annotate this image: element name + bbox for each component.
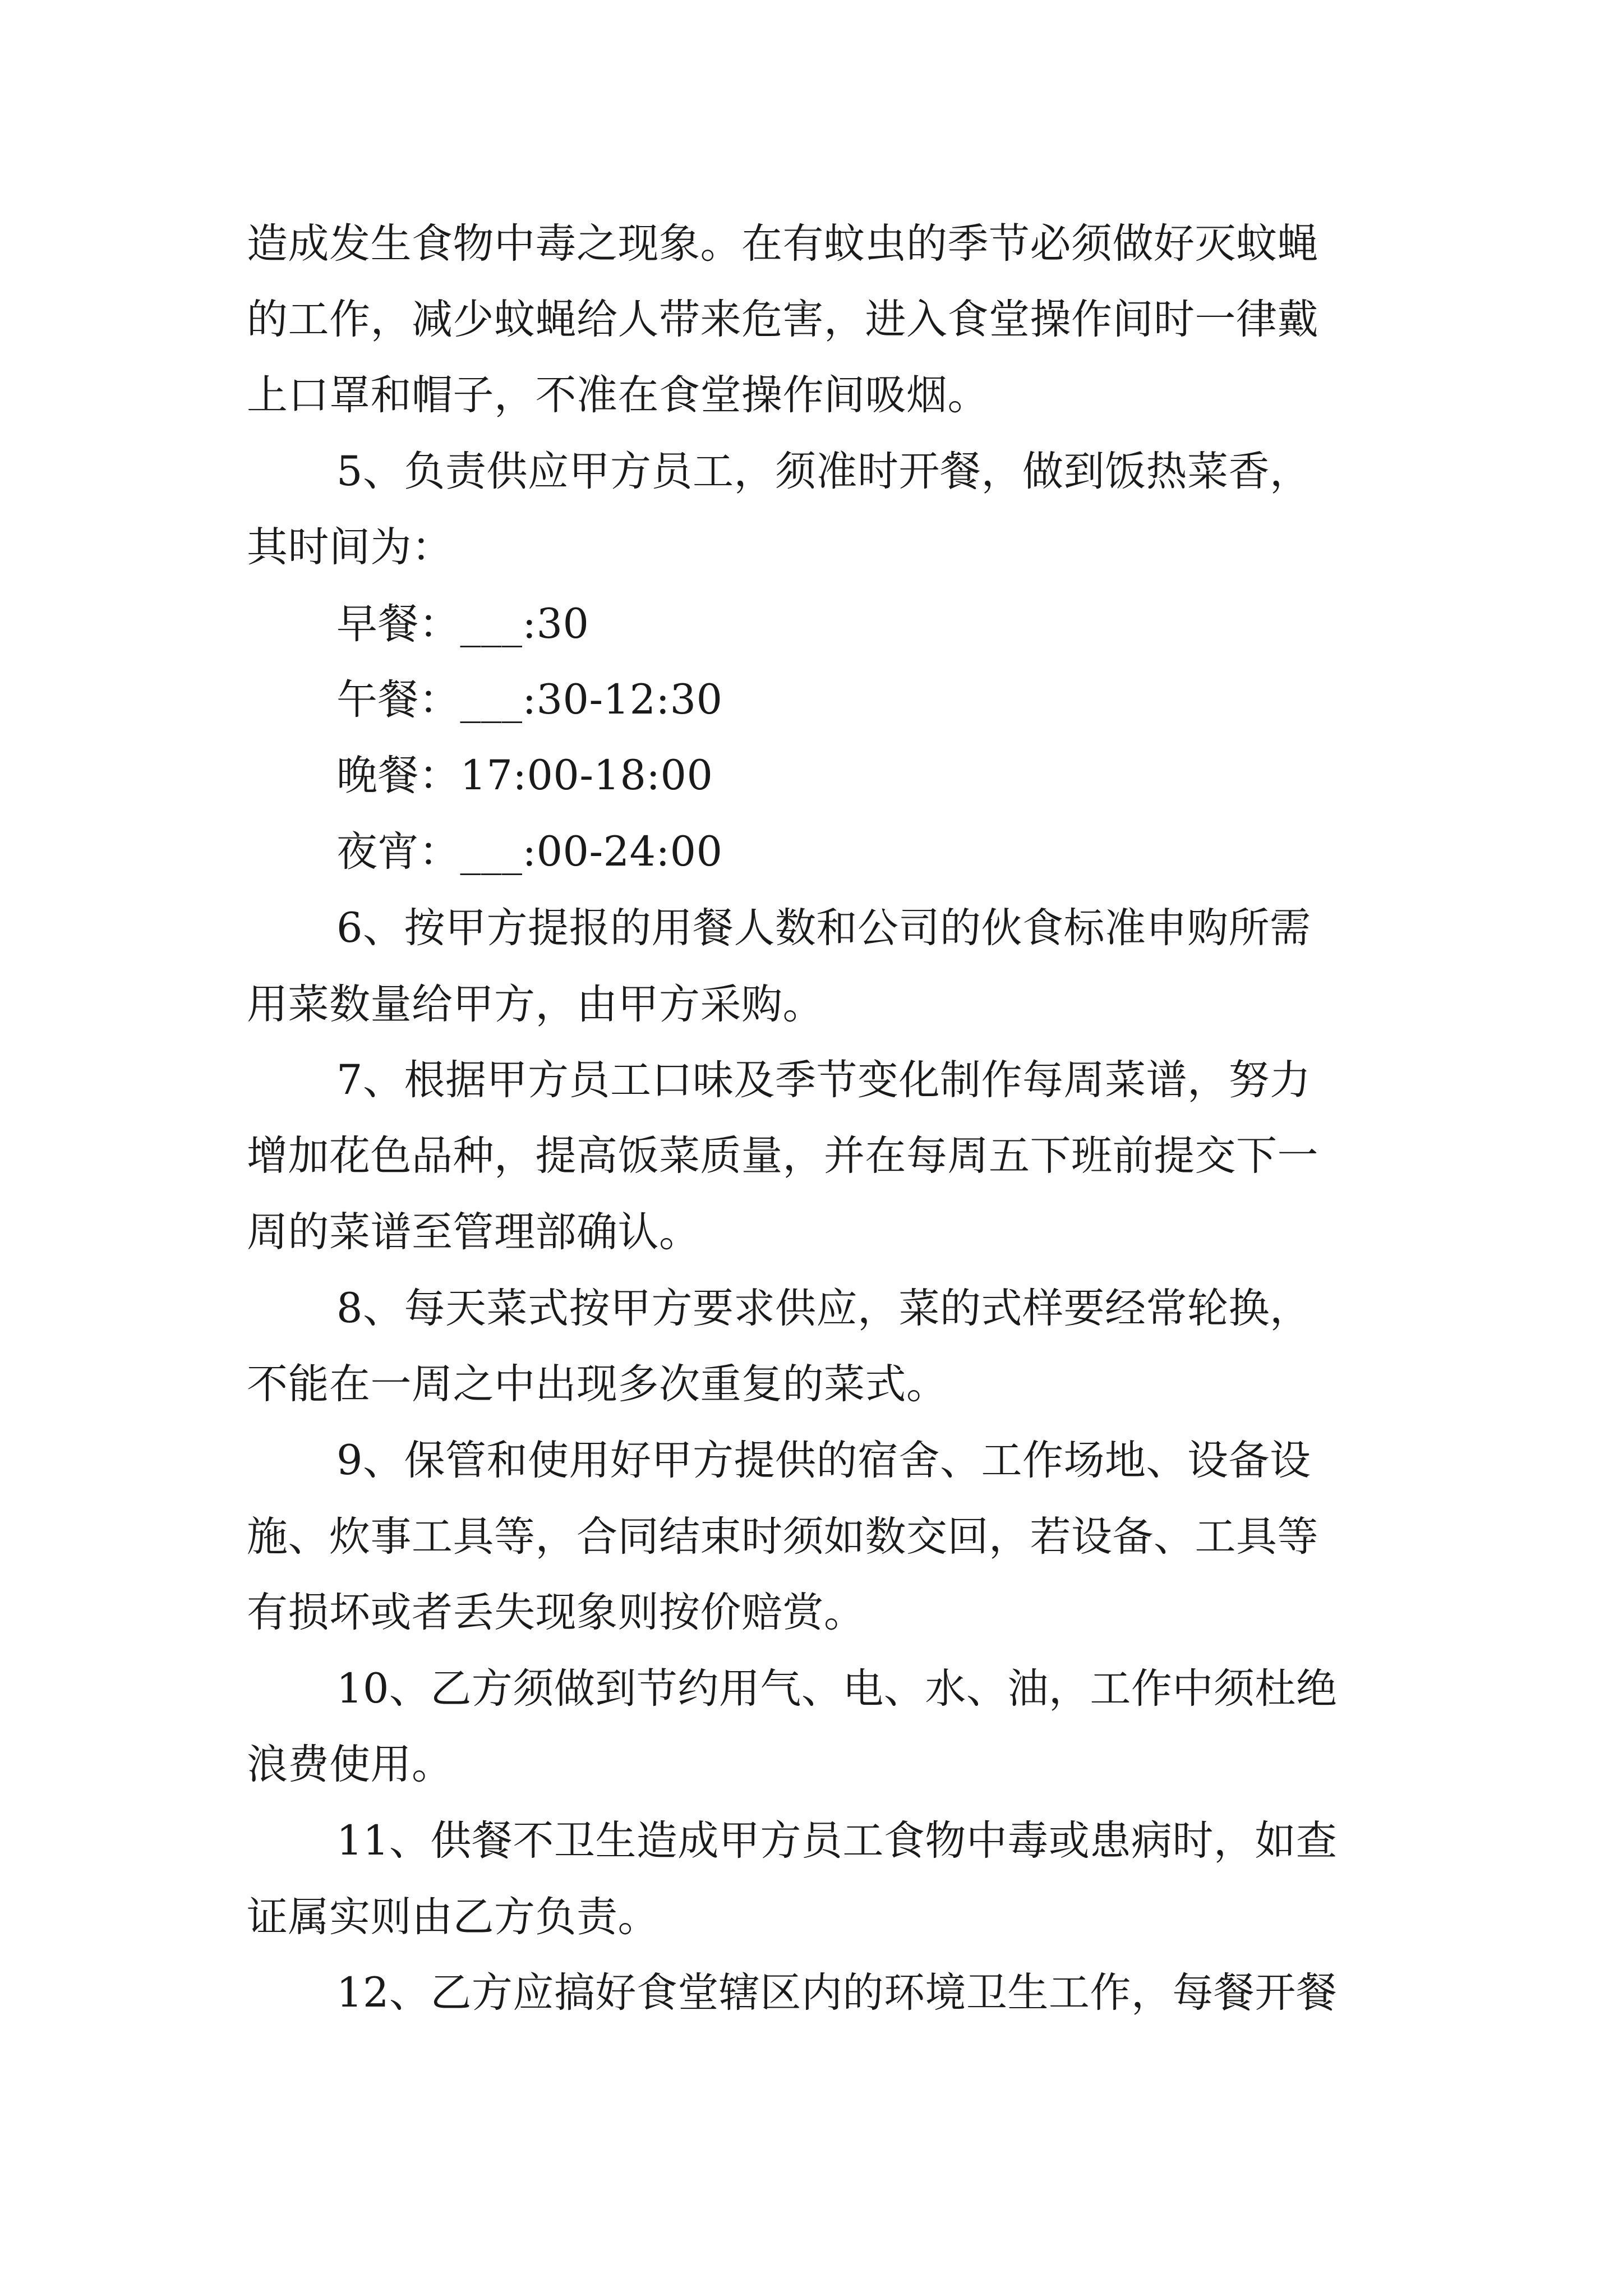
text-line: 浪费使用。 bbox=[247, 1741, 453, 1788]
schedule-dinner: 晚餐：17:00-18:00 bbox=[336, 752, 713, 799]
text-line: 增加花色品种，提高饭菜质量，并在每周五下班前提交下一 bbox=[247, 1132, 1318, 1180]
schedule-lunch: 午餐：___:30-12:30 bbox=[336, 676, 723, 724]
paragraph-start-line: 6、按甲方提报的用餐人数和公司的伙食标准申购所需 bbox=[336, 904, 1311, 952]
text-line: 用菜数量给甲方，由甲方采购。 bbox=[247, 981, 824, 1028]
text-line: 的工作，减少蚊蝇给人带来危害，进入食堂操作间时一律戴 bbox=[247, 296, 1318, 343]
paragraph-start-line: 7、根据甲方员工口味及季节变化制作每周菜谱，努力 bbox=[336, 1056, 1311, 1104]
paragraph-start-line: 12、乙方应搞好食堂辖区内的环境卫生工作，每餐开餐 bbox=[336, 1969, 1338, 2017]
text-line: 不能在一周之中出现多次重复的菜式。 bbox=[247, 1360, 948, 1408]
text-line: 施、炊事工具等，合同结束时须如数交回，若设备、工具等 bbox=[247, 1513, 1318, 1561]
paragraph-start-line: 10、乙方须做到节约用气、电、水、油，工作中须杜绝 bbox=[336, 1665, 1338, 1713]
text-line: 造成发生食物中毒之现象。在有蚊虫的季节必须做好灭蚊蝇 bbox=[247, 220, 1318, 268]
text-line: 上口罩和帽子，不准在食堂操作间吸烟。 bbox=[247, 371, 989, 419]
text-line: 有损坏或者丢失现象则按价赔赏。 bbox=[247, 1589, 865, 1636]
schedule-late-night: 夜宵：___:00-24:00 bbox=[336, 828, 723, 876]
text-line: 周的菜谱至管理部确认。 bbox=[247, 1208, 700, 1256]
paragraph-start-line: 5、负责供应甲方员工，须准时开餐，做到饭热菜香， bbox=[336, 448, 1311, 495]
paragraph-start-line: 8、每天菜式按甲方要求供应，菜的式样要经常轮换， bbox=[336, 1285, 1311, 1332]
schedule-breakfast: 早餐：___:30 bbox=[336, 600, 589, 648]
text-line: 其时间为： bbox=[247, 523, 453, 571]
paragraph-start-line: 9、保管和使用好甲方提供的宿舍、工作场地、设备设 bbox=[336, 1437, 1311, 1484]
text-line: 证属实则由乙方负责。 bbox=[247, 1893, 659, 1941]
paragraph-start-line: 11、供餐不卫生造成甲方员工食物中毒或患病时，如查 bbox=[336, 1817, 1338, 1865]
